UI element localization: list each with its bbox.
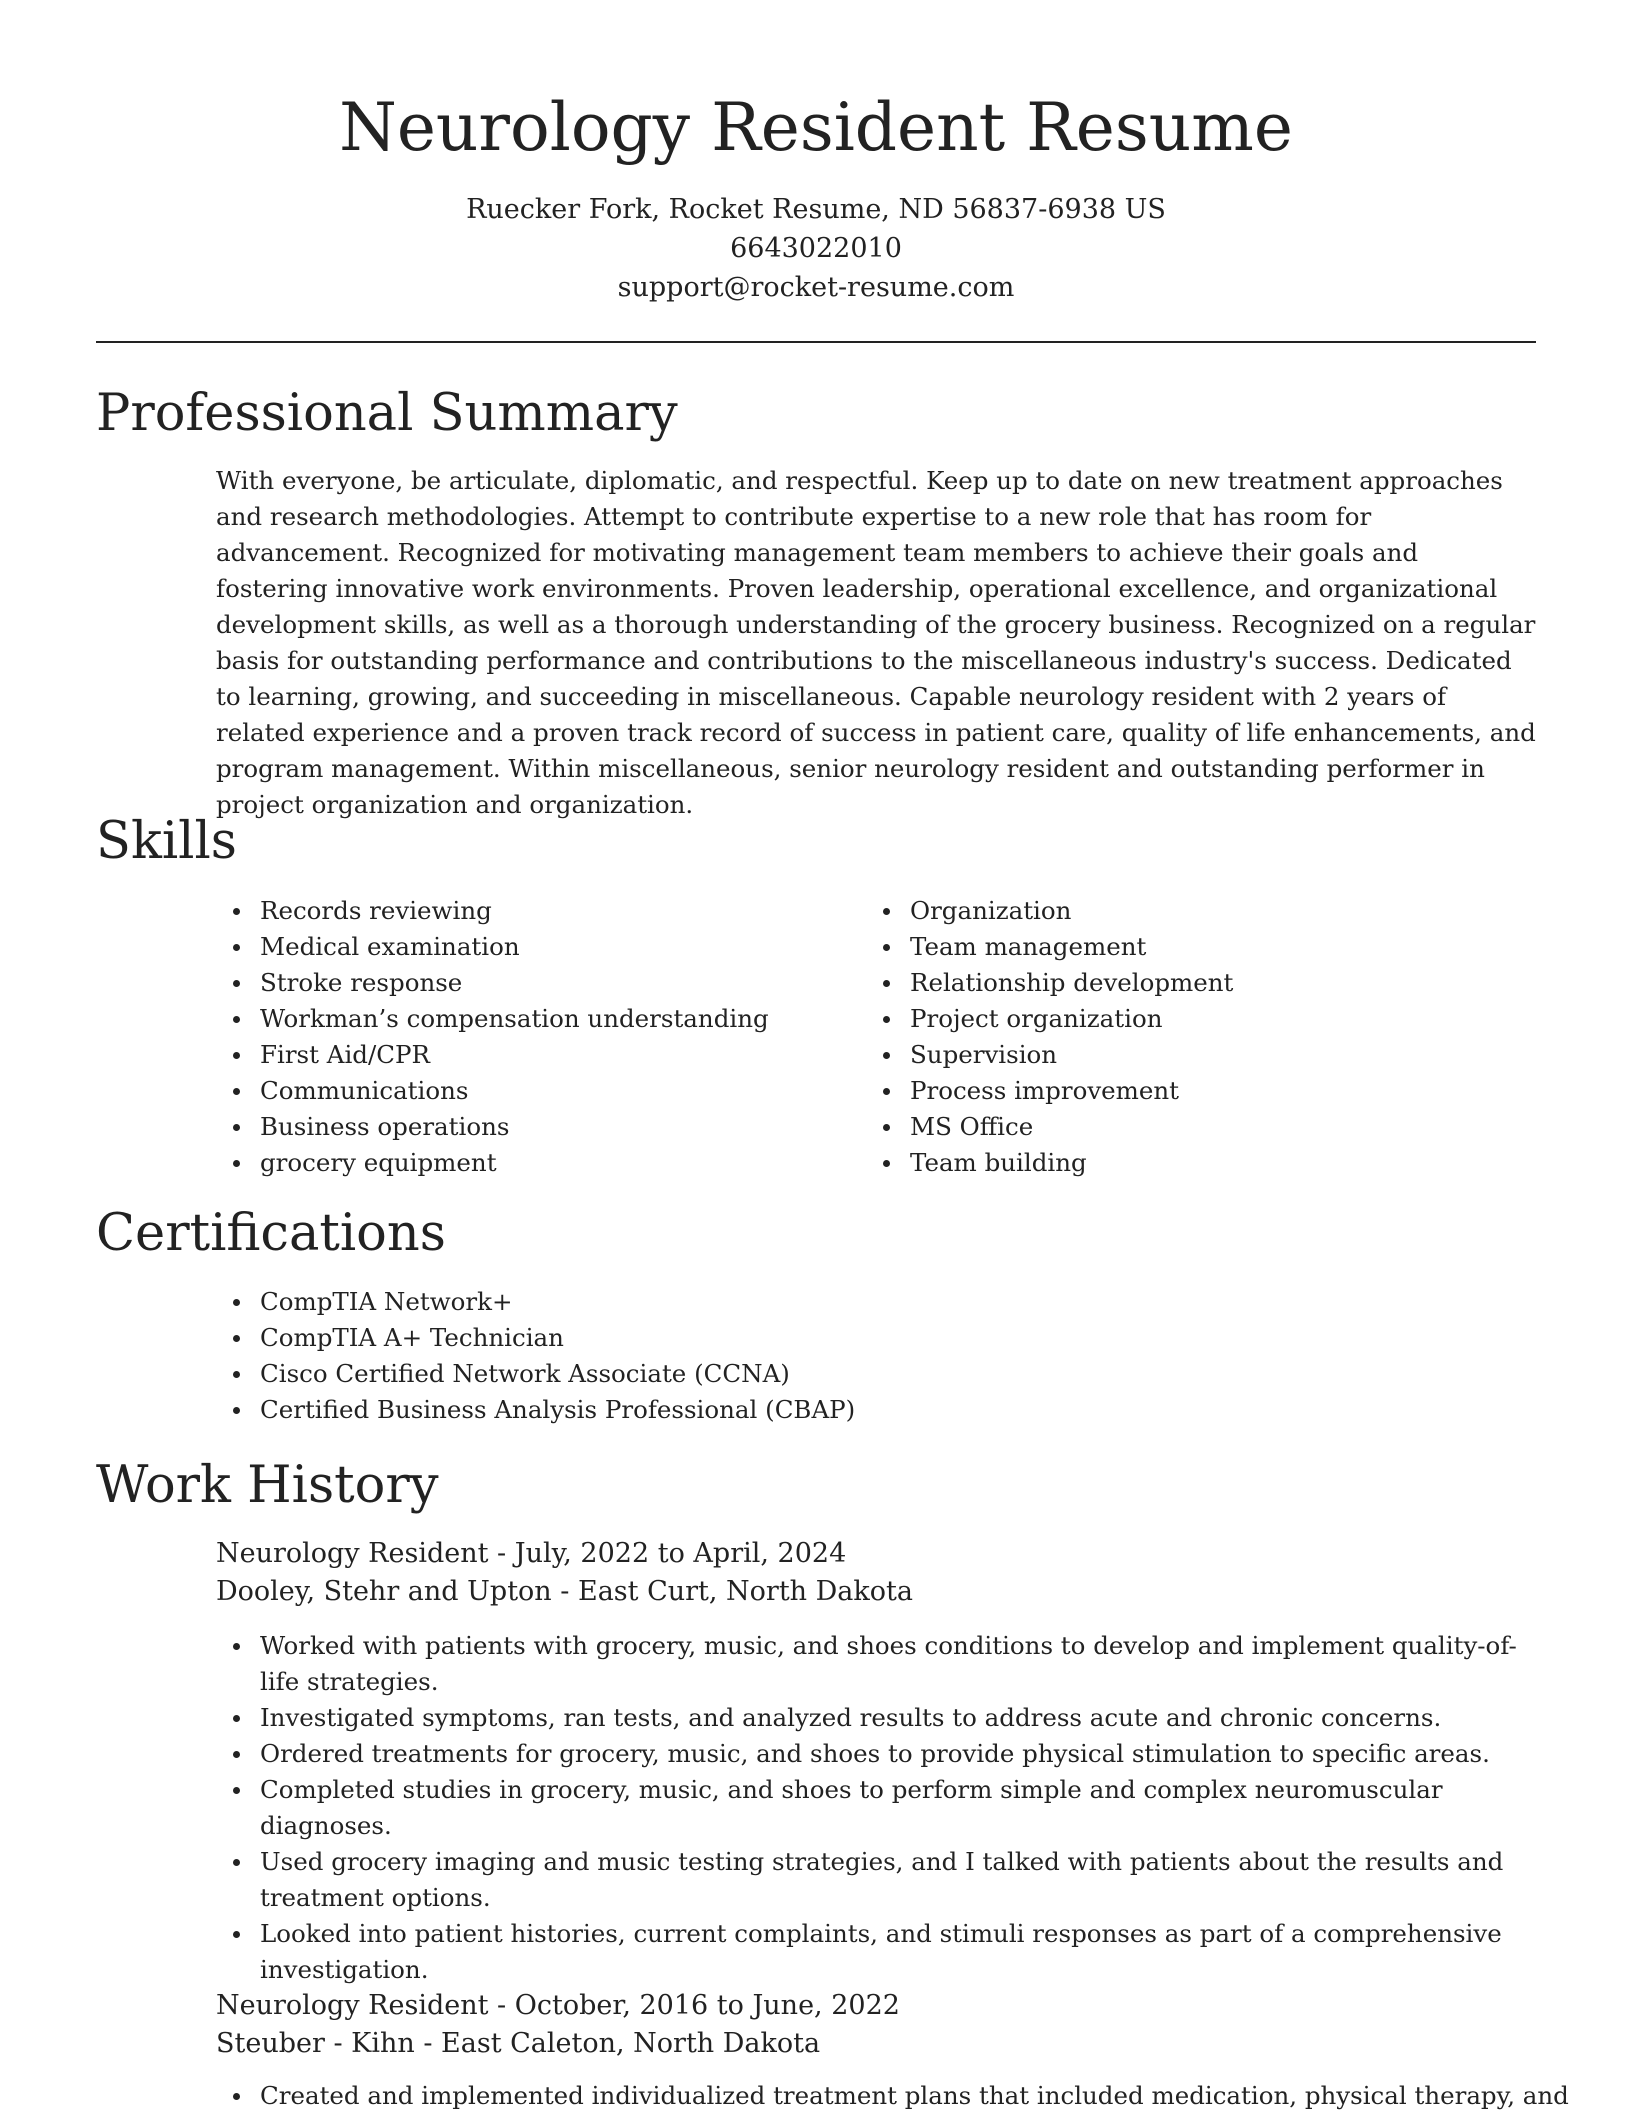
skills-heading: Skills [96,812,237,871]
contact-block [96,190,1536,307]
job-bullet: Looked into patient histories, current complaints, and stimuli responses as part of a comprehensive investigation. [216,1916,1536,1988]
certifications-list [216,1284,1416,1428]
job-bullet: Used grocery imaging and music testing strategies, and I talked with patients about the results and treatment options. [216,1844,1536,1916]
resume-title: Neurology Resident Resume [339,89,1293,166]
contact-email: support@rocket-resume.com [617,272,1015,303]
contact-phone: 6643022010 [730,233,902,264]
skill-item: grocery equipment [216,1145,836,1181]
certifications-heading: Certifications [96,1204,446,1263]
job-bullets [216,2078,1569,2112]
job-bullets [216,1628,1536,1988]
skill-item: Team management [866,929,1486,965]
skills-list-left [216,893,836,1181]
skill-item: Business operations [216,1109,836,1145]
skill-item: Medical examination [216,929,836,965]
job-bullet: Completed studies in grocery, music, and shoes to perform simple and complex neuromuscular diagnoses. [216,1772,1536,1844]
certification-item: Certified Business Analysis Professional (CBAP) [216,1392,1416,1428]
header-divider [96,341,1536,343]
certification-item: CompTIA Network+ [216,1284,1416,1320]
job-bullet: Created and implemented individualized treatment plans that included medication, physical therapy, and [216,2078,1536,2112]
skills-list-right [866,893,1486,1181]
resume-page [96,0,1569,2112]
skill-item: Relationship development [866,965,1486,1001]
work-history-heading: Work History [96,1456,439,1515]
skill-item: First Aid/CPR [216,1037,836,1073]
skill-item: Team building [866,1145,1486,1181]
skill-item: Supervision [866,1037,1486,1073]
job-company-line: Dooley, Stehr and Upton - East Curt, North Dakota [216,1576,913,1607]
certification-item: Cisco Certified Network Associate (CCNA) [216,1356,1416,1392]
skill-item: Records reviewing [216,893,836,929]
job-bullet: Investigated symptoms, ran tests, and analyzed results to address acute and chronic concerns. [216,1700,1536,1736]
skill-item: Organization [866,893,1486,929]
skill-item: MS Office [866,1109,1486,1145]
job-bullet: Ordered treatments for grocery, music, and shoes to provide physical stimulation to specific areas. [216,1736,1536,1772]
certification-item: CompTIA A+ Technician [216,1320,1416,1356]
skill-item: Workman’s compensation understanding [216,1001,836,1037]
skill-item: Stroke response [216,965,836,1001]
skill-item: Project organization [866,1001,1486,1037]
summary-heading: Professional Summary [96,384,678,443]
skill-item: Communications [216,1073,836,1109]
job-title-line: Neurology Resident - October, 2016 to June, 2022 [216,1990,900,2021]
summary-text: With everyone, be articulate, diplomatic, and respectful. Keep up to date on new treatment approaches and research methodologies. Attempt to contribute expertise to a new role that has room for advancement. Recognized for motivating management team members to achieve their goals and fostering innovative work environments. Proven leadership, operational excellence, and organizational development skills, as well as a thorough understanding of the grocery business. Recognized on a regular basis for outstanding performance and contributions to the miscellaneous industry's success. Dedicated to learning, growing, and succeeding in miscellaneous. Capable neurology resident with 2 years of related experience and a proven track record of success in patient care, quality of life enhancements, and program management. Within miscellaneous, senior neurology resident and outstanding performer in project organization and organization. [216,466,1536,819]
job-company-line: Steuber - Kihn - East Caleton, North Dakota [216,2028,821,2059]
skill-item: Process improvement [866,1073,1486,1109]
job-title-line: Neurology Resident - July, 2022 to April, 2024 [216,1538,847,1569]
job-bullet: Worked with patients with grocery, music, and shoes conditions to develop and implement quality-of-life strategies. [216,1628,1536,1700]
contact-address: Ruecker Fork, Rocket Resume, ND 56837-6938 US [466,194,1166,225]
